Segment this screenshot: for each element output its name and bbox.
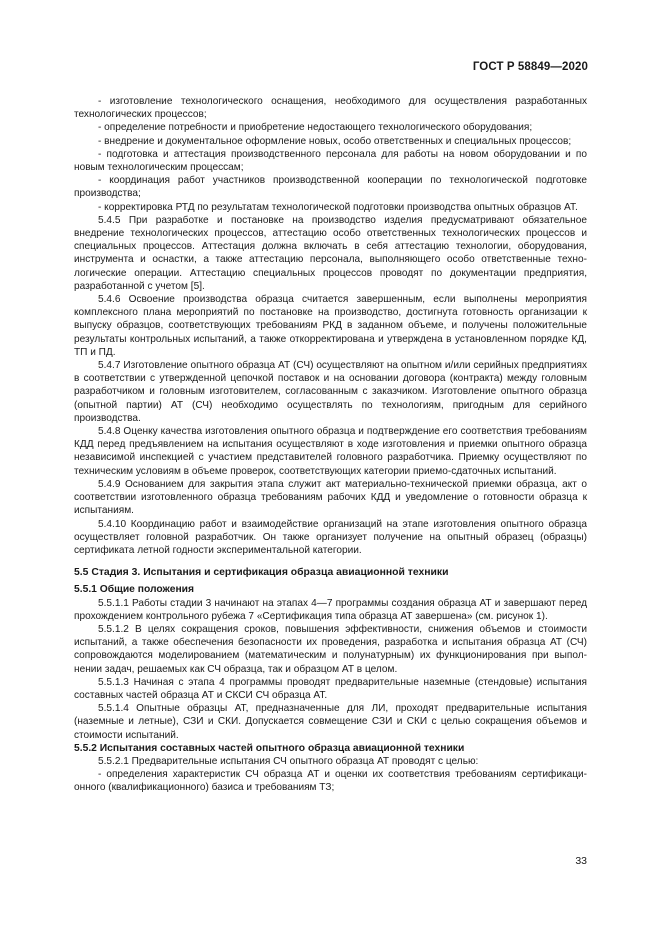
paragraph-5-4-9: 5.4.9 Основанием для закрытия этапа служит акт материально-технической приемки образца, акт о соответствии изготовленного образца требованиям рабочих КДД и уведомление о готовности образца к испытаниям.: [74, 478, 587, 517]
paragraph-5-4-6: 5.4.6 Освоение производства образца считается завершенным, если выполнены мероприятия комплексного плана мероприятий по постановке на производство, достигнута готовность организации к выпуску образцов, соответствующих требованиям РКД в заданном объеме, и получены положительные результаты контрольных испытаний, а также откорректирована и утверждена в установленном порядке КД, ТП и ПД.: [74, 294, 587, 358]
section-heading-5-5: 5.5 Стадия 3. Испытания и сертификация образца авиационной техники: [74, 567, 449, 579]
list-item: - изготовление технологического оснащения, необходимого для осуществления разработанных технологических процессов;: [74, 96, 587, 121]
page-number: 33: [575, 855, 587, 867]
list-item: - определение потребности и приобретение недостающего технологического оборудования;: [98, 122, 533, 134]
paragraph-5-4-7: 5.4.7 Изготовление опытного образца АТ (СЧ) осуществляют на опытном и/или серийных предприятиях в соответствии с утвержденной цепочкой поставок и на основании договора (контракта) между головным разработчиком и головным изготовителем, согласованным с заказчиком. Изготовление опытного образца (опытной партии) АТ (СЧ) необходимо осуществлять по технологиям, пригодным для серийного производства.: [74, 360, 587, 424]
paragraph-5-5-2-1: 5.5.2.1 Предварительные испытания СЧ опытного образца АТ проводят с целью:: [98, 755, 479, 767]
list-item: - корректировка РТД по результатам технологической подготовки производства опытных образцов АТ.: [98, 201, 578, 213]
paragraph-5-5-1-2: 5.5.1.2 В целях сокращения сроков, повышения эффективности, снижения объемов и стоимости испытаний, а также обеспечения безопасности их проведения, разработка и испытания образца АТ (СЧ) сопровождаются моделированием (математическим и полунатурным) их функционирования при выполнении задач, решаемых как СЧ образца, так и образцом АТ в целом.: [74, 623, 587, 675]
paragraph-5-5-1-3: 5.5.1.3 Начиная с этапа 4 программы проводят предварительные наземные (стендовые) испытания составных частей образца АТ и СКСИ СЧ образца АТ.: [74, 676, 587, 701]
subsection-heading-5-5-1: 5.5.1 Общие положения: [74, 584, 194, 596]
paragraph-5-4-10: 5.4.10 Координацию работ и взаимодействие организаций на этапе изготовления опытного образца осуществляет головной разработчик. Он также организует получение на опытный образец (образцы) сертификата летной годности экспериментальной категории.: [74, 518, 587, 556]
list-item: - подготовка и аттестация производственного персонала для работы на новом оборудовании и по новым технологическим процессам;: [74, 148, 587, 174]
paragraph-5-4-8: 5.4.8 Оценку качества изготовления опытного образца и подтверждение его соответствия требованиям КДД перед предъявлением на испытания осуществляют в ходе изготовления и приемки опытного образца независимой инспекцией с участием представителей головного разработчика. Приемку осуществляют по техническим условиям в объеме проверок, соответствующих категории приемо-сдаточных испытаний.: [74, 426, 587, 477]
paragraph-5-5-1-1: 5.5.1.1 Работы стадии 3 начинают на этапах 4—7 программы создания образца АТ и завершают перед прохождением контрольного рубежа 7 «Сертификация типа образца АТ завершена» (см. рисунок 1).: [74, 597, 587, 622]
list-item: - координация работ участников производственной кооперации по технологической подготовке производства;: [74, 175, 587, 200]
paragraph-5-5-1-4: 5.5.1.4 Опытные образцы АТ, предназначенные для ЛИ, проходят предварительные испытания (наземные и летные), СЗИ и СКИ. Допускается совмещение СЗИ и СКИ с целью сокращения объемов и стоимости испытаний.: [74, 703, 587, 741]
document-body: [74, 95, 587, 795]
list-item: - определения характеристик СЧ образца АТ и оценки их соответствия требованиям сертификационного (квалификационного) базиса и требованиям ТЗ;: [74, 769, 587, 794]
list-item: - внедрение и документальное оформление новых, особо ответственных и специальных процессов;: [98, 135, 572, 147]
paragraph-5-4-5: 5.4.5 При разработке и постановке на производство изделия предусматривают обязательное внедрение технологических процессов, аттестацию особо ответственных технологических процессов и специальных процессов. Аттестация должна включать в себя аттестацию технологии, оборудования, инструмента и оснастки, а также аттестацию персонала, выполняющего особо ответственные технологические операции. Аттестацию специальных процессов проводят по документации предприятия, разработанной с учетом [5].: [74, 214, 587, 292]
subsection-heading-5-5-2: 5.5.2 Испытания составных частей опытного образца авиационной техники: [74, 742, 465, 754]
document-code: ГОСТ Р 58849—2020: [472, 61, 588, 73]
